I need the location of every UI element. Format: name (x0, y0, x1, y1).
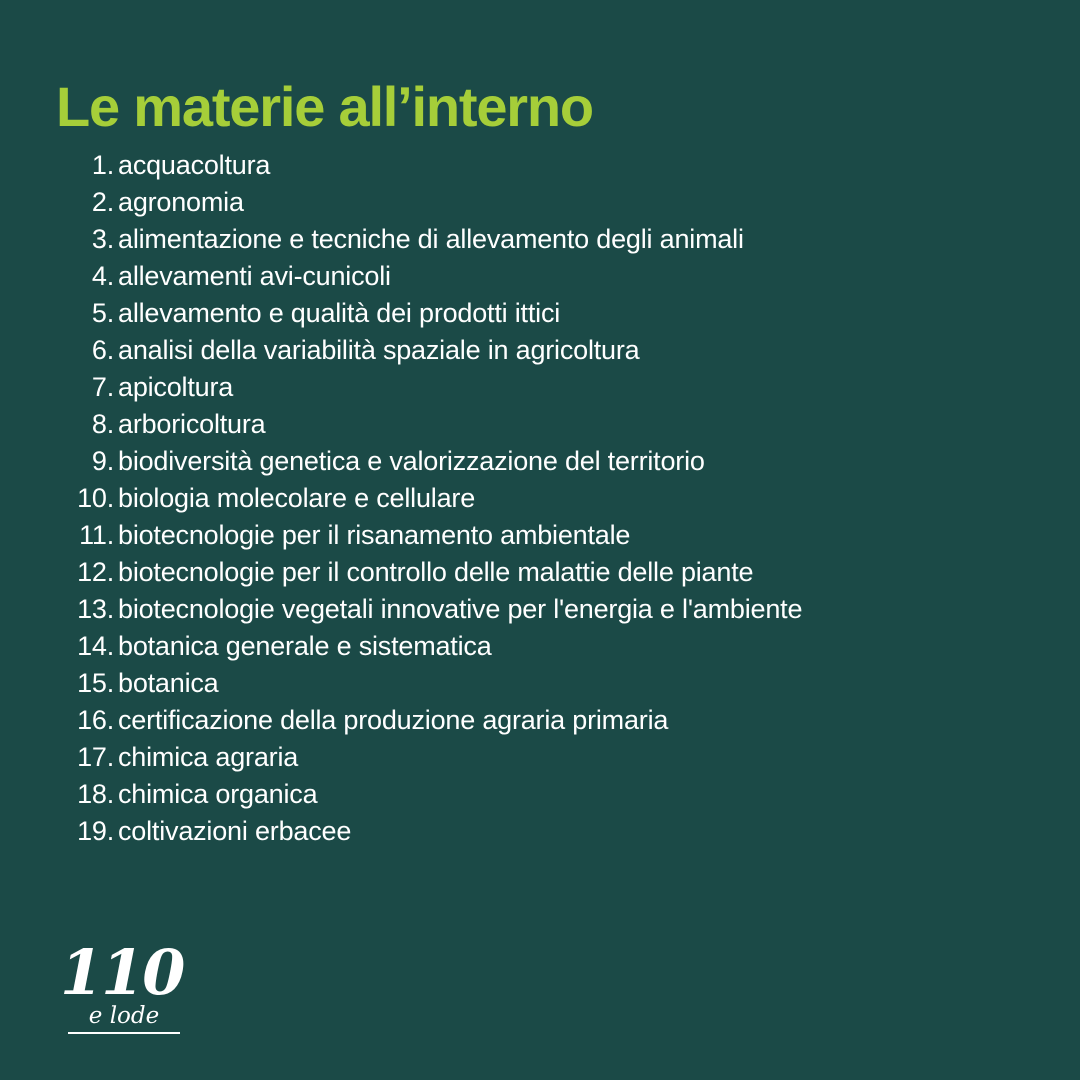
list-item (56, 776, 1024, 813)
list-item-label: agronomia (118, 186, 244, 217)
list-item-index: 15. (77, 667, 114, 698)
list-item-label: botanica (118, 667, 219, 698)
list-item-index: 17. (77, 741, 114, 772)
brand-logo-sub: e lode (68, 1002, 180, 1034)
list-item (56, 443, 1024, 480)
list-item-index: 6. (91, 334, 114, 365)
list-item-label: biodiversità genetica e valorizzazione del territorio (118, 445, 705, 476)
brand-logo-main: 110 (60, 936, 184, 1009)
list-item (56, 258, 1024, 295)
list-item (56, 813, 1024, 850)
list-item (56, 628, 1024, 665)
list-item (56, 184, 1024, 221)
list-item (56, 332, 1024, 369)
list-item-index: 12. (77, 556, 114, 587)
list-item-label: analisi della variabilità spaziale in agricoltura (118, 334, 640, 365)
list-item-index: 3. (91, 223, 114, 254)
list-item-index: 10. (77, 482, 114, 513)
list-item-index: 7. (91, 371, 114, 402)
list-item-label: alimentazione e tecniche di allevamento degli animali (118, 223, 744, 254)
list-item-label: botanica generale e sistematica (118, 630, 492, 661)
list-item-label: biotecnologie per il controllo delle malattie delle piante (118, 556, 754, 587)
list-item-label: coltivazioni erbacee (118, 815, 352, 846)
list-item-index: 8. (91, 408, 114, 439)
list-item-label: biotecnologie per il risanamento ambientale (118, 519, 631, 550)
list-item-label: certificazione della produzione agraria primaria (118, 704, 669, 735)
list-item-index: 13. (77, 593, 114, 624)
list-item (56, 665, 1024, 702)
list-item-index: 11. (79, 519, 114, 550)
list-item (56, 480, 1024, 517)
list-item (56, 147, 1024, 184)
list-item-label: acquacoltura (118, 149, 271, 180)
list-item-index: 4. (91, 260, 114, 291)
list-item (56, 591, 1024, 628)
list-item-label: chimica organica (118, 778, 318, 809)
list-item-index: 19. (77, 815, 114, 846)
list-item (56, 406, 1024, 443)
list-item-label: allevamento e qualità dei prodotti ittici (118, 297, 561, 328)
list-item-index: 16. (77, 704, 114, 735)
list-item (56, 554, 1024, 591)
list-item-label: biotecnologie vegetali innovative per l'energia e l'ambiente (118, 593, 803, 624)
list-item (56, 295, 1024, 332)
list-item (56, 739, 1024, 776)
subject-list (56, 147, 1024, 850)
list-item-index: 18. (77, 778, 114, 809)
list-item-index: 2. (91, 186, 114, 217)
list-item-index: 5. (91, 297, 114, 328)
list-item (56, 702, 1024, 739)
brand-logo (60, 936, 230, 1034)
list-item-index: 9. (91, 445, 114, 476)
list-item-label: chimica agraria (118, 741, 299, 772)
list-item-label: biologia molecolare e cellulare (118, 482, 476, 513)
list-item (56, 517, 1024, 554)
list-item-label: arboricoltura (118, 408, 266, 439)
list-item-index: 1. (91, 149, 114, 180)
list-item (56, 369, 1024, 406)
list-item-label: apicoltura (118, 371, 234, 402)
list-item-index: 14. (77, 630, 114, 661)
list-item (56, 221, 1024, 258)
list-item-label: allevamenti avi-cunicoli (118, 260, 391, 291)
page-title: Le materie all’interno (56, 75, 593, 138)
